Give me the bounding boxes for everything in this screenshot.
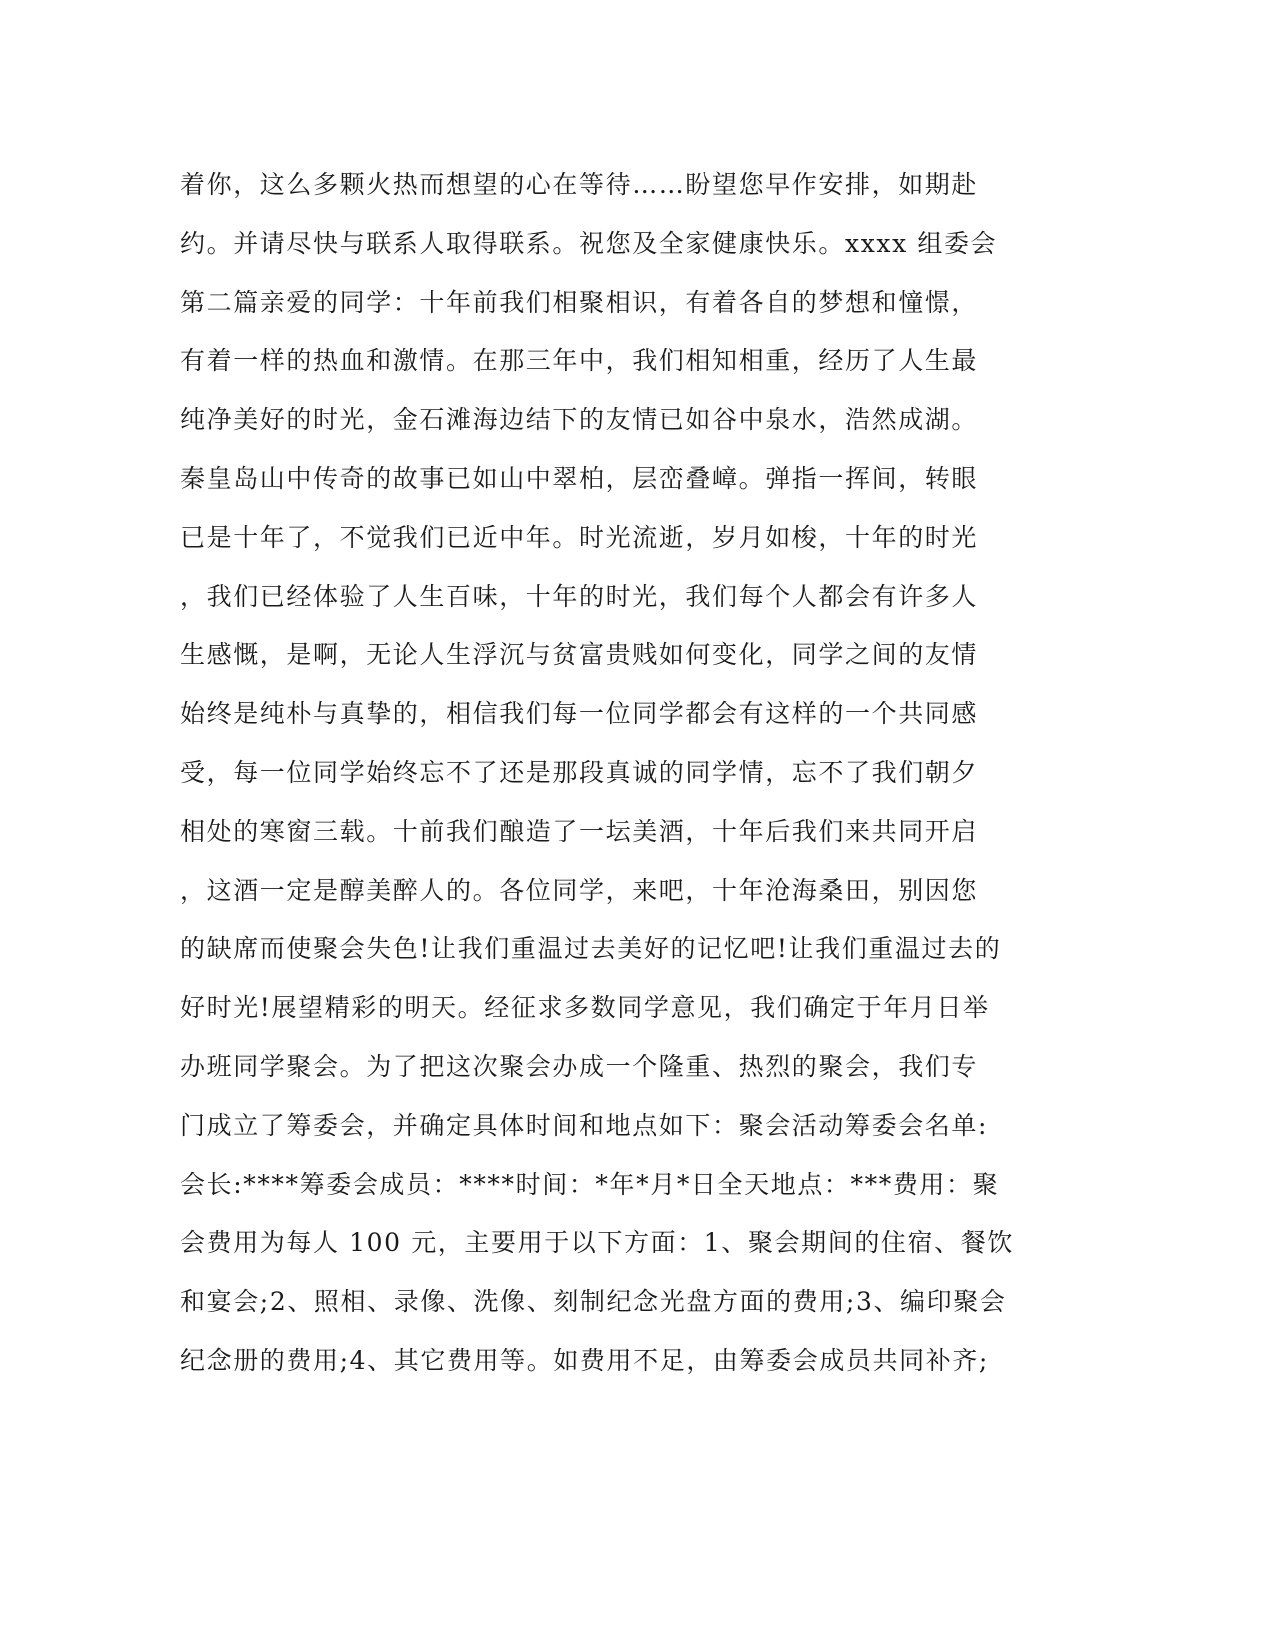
text-line: 门成立了筹委会，并确定具体时间和地点如下：聚会活动筹委会名单: <box>180 1110 989 1140</box>
text-line: 秦皇岛山中传奇的故事已如山中翠柏，层峦叠嶂。弹指一挥间，转眼 <box>180 463 979 493</box>
text-line: 纯净美好的时光，金石滩海边结下的友情已如谷中泉水，浩然成湖。 <box>180 405 979 435</box>
text-line: 受，每一位同学始终忘不了还是那段真诚的同学情，忘不了我们朝夕 <box>180 757 979 787</box>
text-line: 始终是纯朴与真挚的，相信我们每一位同学都会有这样的一个共同感 <box>180 699 979 729</box>
text-line: 有着一样的热血和激情。在那三年中，我们相知相重，经历了人生最 <box>180 346 979 376</box>
text-line: 办班同学聚会。为了把这次聚会办成一个隆重、热烈的聚会，我们专 <box>180 1051 979 1081</box>
text-line: 会长:****筹委会成员：****时间：*年*月*日全天地点：***费用：聚 <box>180 1169 1000 1199</box>
body-text <box>180 156 1040 1391</box>
text-line: 好时光!展望精彩的明天。经征求多数同学意见，我们确定于年月日举 <box>180 993 990 1023</box>
text-line: 相处的寒窗三载。十前我们酿造了一坛美酒，十年后我们来共同开启 <box>180 816 979 846</box>
text-line: 生感慨，是啊，无论人生浮沉与贫富贵贱如何变化，同学之间的友情 <box>180 640 979 670</box>
text-line: ，这酒一定是醇美醉人的。各位同学，来吧，十年沧海桑田，别因您 <box>180 875 979 905</box>
text-line: 和宴会;2、照相、录像、洗像、刻制纪念光盘方面的费用;3、编印聚会 <box>180 1287 1007 1317</box>
text-line: 纪念册的费用;4、其它费用等。如费用不足，由筹委会成员共同补齐; <box>180 1345 989 1375</box>
text-line: ，我们已经体验了人生百味，十年的时光，我们每个人都会有许多人 <box>180 581 979 611</box>
text-line: 的缺席而使聚会失色!让我们重温过去美好的记忆吧!让我们重温过去的 <box>180 934 1002 964</box>
text-line: 第二篇亲爱的同学：十年前我们相聚相识，有着各自的梦想和憧憬， <box>180 287 979 317</box>
text-line: 会费用为每人 100 元，主要用于以下方面：1、聚会期间的住宿、餐饮 <box>180 1228 1014 1258</box>
text-line: 着你，这么多颗火热而想望的心在等待……盼望您早作安排，如期赴 <box>180 170 979 199</box>
text-line: 已是十年了，不觉我们已近中年。时光流逝，岁月如梭，十年的时光 <box>180 522 979 552</box>
text-line: 约。并请尽快与联系人取得联系。祝您及全家健康快乐。xxxx 组委会 <box>180 228 998 258</box>
